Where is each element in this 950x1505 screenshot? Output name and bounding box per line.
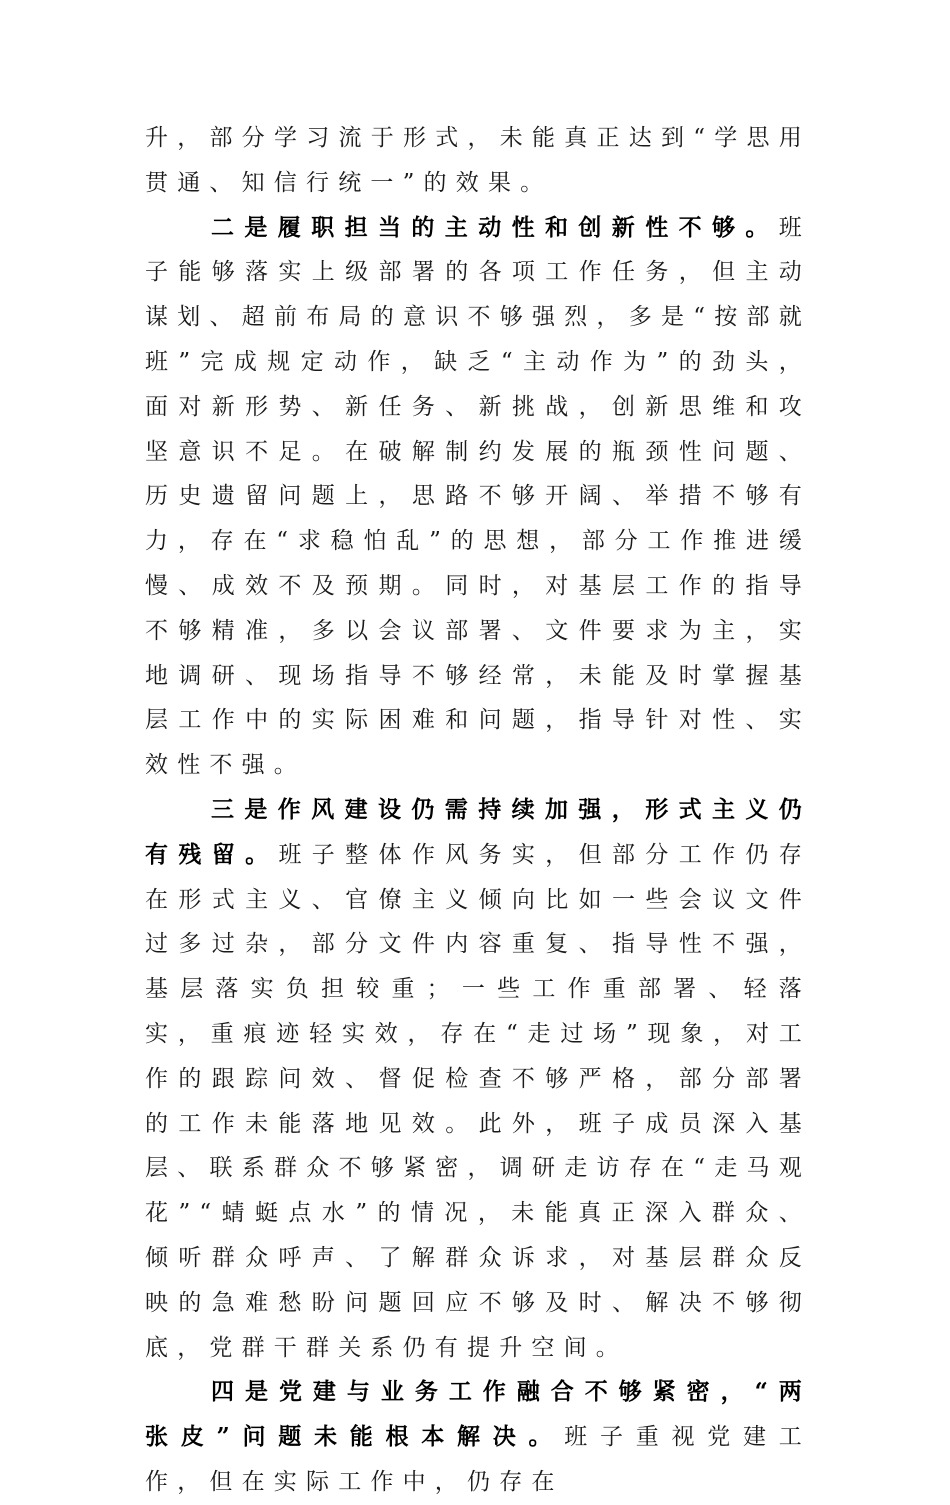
document-body xyxy=(145,116,811,1505)
paragraph-text: 班子整体作风务实，但部分工作仍存在形式主义、官僚主义倾向比如一些会议文件过多过杂，部分文件内容重复、指导性不强，基层落实负担较重；一些工作重部署、轻落实，重痕迹轻实效，存在“走过场”现象，对工作的跟踪问效、督促检查不够严格，部分部署的工作未能落地见效。此外，班子成员深入基层、联系群众不够紧密，调研走访存在“走马观花”“蜻蜓点水”的情况，未能真正深入群众、倾听群众呼声、了解群众诉求，对基层群众反映的急难愁盼问题回应不够及时、解决不够彻底，党群干群关系仍有提升空间。 xyxy=(145,841,811,1361)
paragraph-four xyxy=(145,1370,811,1504)
paragraph-two xyxy=(145,206,811,788)
paragraph-text: 升，部分学习流于形式，未能真正达到“学思用贯通、知信行统一”的效果。 xyxy=(145,125,811,196)
paragraph-lead: 三是作风建设仍需持续加强，形式主义仍有残留。 xyxy=(145,795,811,868)
paragraph-continuation xyxy=(145,116,811,206)
paragraph-three xyxy=(145,788,811,1370)
paragraph-text: 班子能够落实上级部署的各项工作任务，但主动谋划、超前布局的意识不够强烈，多是“按部就班”完成规定动作，缺乏“主动作为”的劲头，面对新形势、新任务、新挑战，创新思维和攻坚意识不足。在破解制约发展的瓶颈性问题、历史遗留问题上，思路不够开阔、举措不够有力，存在“求稳怕乱”的思想，部分工作推进缓慢、成效不及预期。同时，对基层工作的指导不够精准，多以会议部署、文件要求为主，实地调研、现场指导不够经常，未能及时掌握基层工作中的实际困难和问题，指导针对性、实效性不强。 xyxy=(145,214,811,779)
paragraph-lead: 四是党建与业务工作融合不够紧密，“两张皮”问题未能根本解决。 xyxy=(145,1378,811,1451)
paragraph-lead: 二是履职担当的主动性和创新性不够。 xyxy=(211,213,779,241)
paragraph-text: 班子重视党建工作，但在实际工作中，仍存在 xyxy=(145,1424,811,1495)
